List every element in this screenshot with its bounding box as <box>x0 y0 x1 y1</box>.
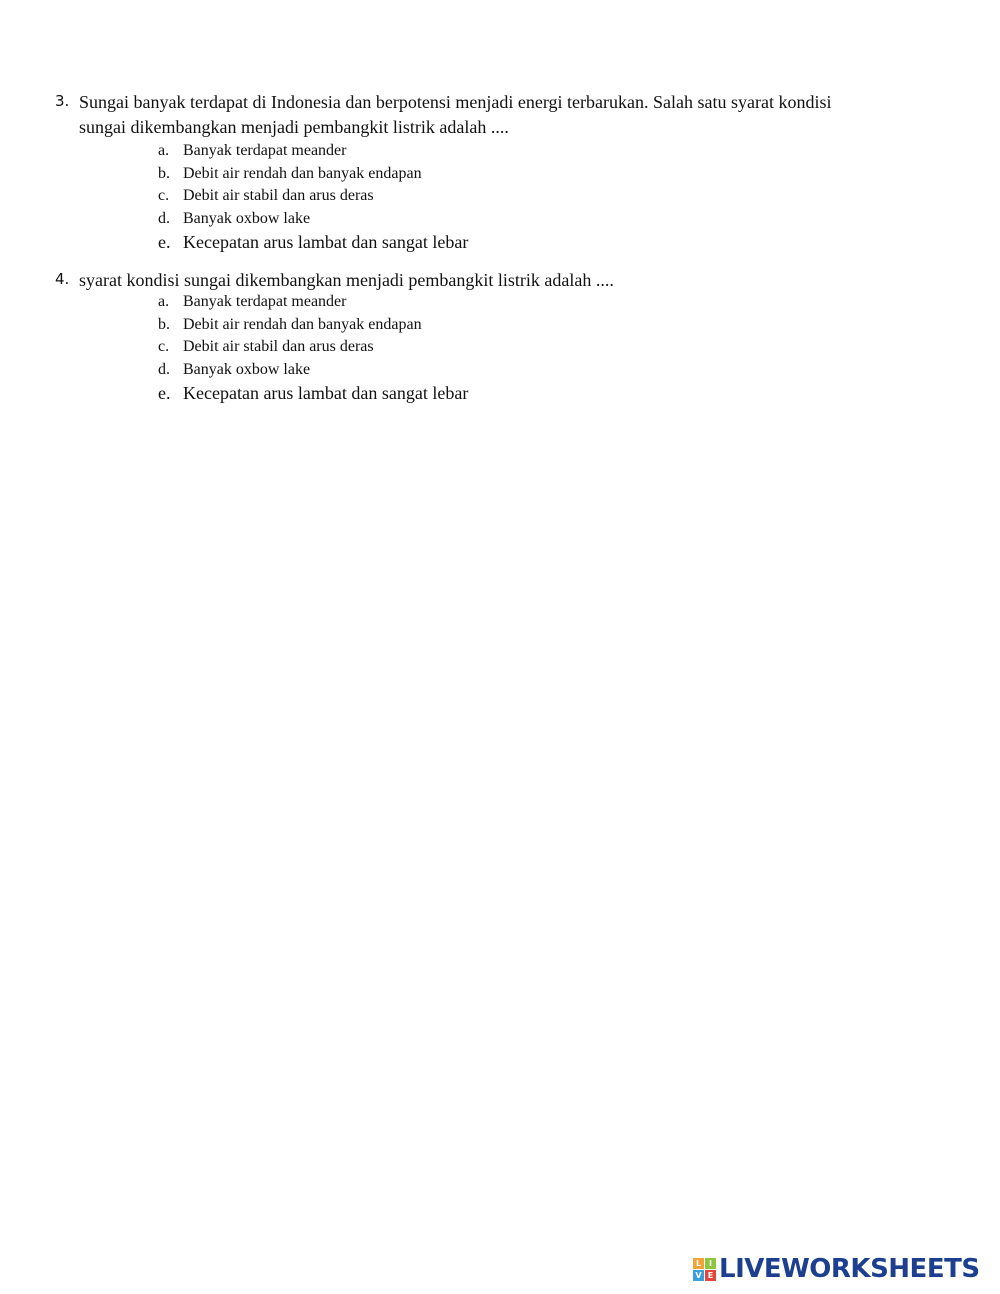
option-d[interactable] <box>158 208 468 231</box>
question-number: 3. <box>55 92 70 110</box>
option-c[interactable] <box>158 185 468 208</box>
option-letter: a. <box>158 293 170 310</box>
logo-mark-cell: I <box>705 1258 716 1269</box>
option-b[interactable] <box>158 163 468 186</box>
option-text: Banyak oxbow lake <box>183 360 311 378</box>
option-text: Kecepatan arus lambat dan sangat lebar <box>183 383 469 403</box>
option-text: Debit air stabil dan arus deras <box>183 187 374 204</box>
logo-mark-cell: E <box>705 1270 716 1281</box>
option-letter: c. <box>158 338 170 355</box>
option-a[interactable] <box>158 291 468 314</box>
option-text: Banyak oxbow lake <box>183 209 311 227</box>
logo-text: LIVEWORKSHEETS <box>719 1254 980 1284</box>
liveworksheets-logo <box>693 1254 980 1284</box>
option-text: Debit air rendah dan banyak endapan <box>183 315 422 333</box>
answer-options <box>158 291 468 405</box>
option-letter: b. <box>158 164 170 182</box>
option-e[interactable] <box>158 230 468 254</box>
option-text: Banyak terdapat meander <box>183 142 347 159</box>
option-text: Debit air stabil dan arus deras <box>183 338 374 355</box>
option-letter: e. <box>158 232 171 252</box>
option-d[interactable] <box>158 359 468 382</box>
option-letter: d. <box>158 209 170 227</box>
option-letter: c. <box>158 187 170 204</box>
logo-mark-cell: V <box>693 1270 704 1281</box>
option-text: Banyak terdapat meander <box>183 293 347 310</box>
question-text: syarat kondisi sungai dikembangkan menjadi pembangkit listrik adalah .... <box>79 270 614 290</box>
option-letter: d. <box>158 360 170 378</box>
question-text: Sungai banyak terdapat di Indonesia dan berpotensi menjadi energi terbarukan. Salah satu syarat kondisi sungai dikembangkan menjadi pembangkit listrik adalah .... <box>79 92 832 137</box>
option-b[interactable] <box>158 314 468 337</box>
answer-options <box>158 140 468 254</box>
option-letter: e. <box>158 383 171 403</box>
question-number: 4. <box>55 270 70 288</box>
option-text: Debit air rendah dan banyak endapan <box>183 164 422 182</box>
logo-mark-icon <box>693 1258 716 1281</box>
option-c[interactable] <box>158 336 468 359</box>
logo-mark-cell: L <box>693 1258 704 1269</box>
option-text: Kecepatan arus lambat dan sangat lebar <box>183 232 469 252</box>
option-e[interactable] <box>158 381 468 405</box>
option-a[interactable] <box>158 140 468 163</box>
option-letter: a. <box>158 142 170 159</box>
option-letter: b. <box>158 315 170 333</box>
